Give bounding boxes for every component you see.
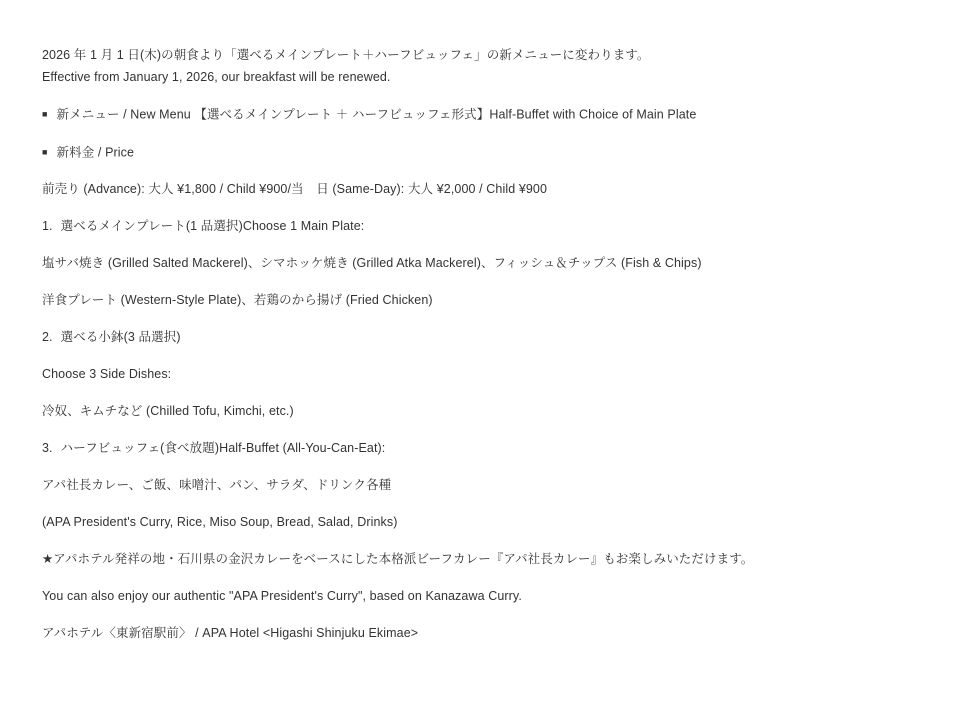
new-menu-heading-text: 新メニュー / New Menu 【選べるメインプレート ＋ ハーフビュッフェ形式】Half-Buffet with Choice of Main Plate [56, 107, 697, 122]
intro-paragraph [42, 44, 940, 88]
buffet-items-ja: アパ社長カレー、ご飯、味噌汁、パン、サラダ、ドリンク各種 [42, 478, 392, 492]
main-plate-heading [42, 215, 940, 237]
intro-text-en: Effective from January 1, 2026, our breakfast will be renewed. [42, 70, 391, 84]
list-number: 2. [42, 330, 53, 344]
main-plate-items-line2: 洋食プレート (Western-Style Plate)、若鶏のから揚げ (Fried Chicken) [42, 293, 433, 307]
new-menu-heading [42, 103, 940, 126]
hotel-name: アパホテル〈東新宿駅前〉 / APA Hotel <Higashi Shinjuku Ekimae> [42, 626, 419, 640]
side-dish-heading [42, 326, 940, 348]
curry-note-en: You can also enjoy our authentic "APA President's Curry", based on Kanazawa Curry. [42, 589, 522, 603]
list-number: 3. [42, 441, 53, 455]
price-detail: 前売り (Advance): 大人 ¥1,800 / Child ¥900/当 日 (Same-Day): 大人 ¥2,000 / Child ¥900 [42, 182, 548, 196]
price-heading-text: 新料金 / Price [56, 145, 135, 159]
buffet-heading-text: ハーフビュッフェ(食べ放題)Half-Buffet (All-You-Can-Eat): [60, 441, 386, 455]
square-bullet-icon: ■ [42, 109, 48, 119]
square-bullet-icon: ■ [42, 146, 48, 157]
main-plate-items-line1: 塩サバ焼き (Grilled Salted Mackerel)、シマホッケ焼き (Grilled Atka Mackerel)、フィッシュ＆チップス (Fish & Chips) [42, 256, 702, 270]
side-dish-heading-en: Choose 3 Side Dishes: [42, 367, 172, 381]
side-dish-items: 冷奴、キムチなど (Chilled Tofu, Kimchi, etc.) [42, 404, 294, 418]
buffet-heading [42, 437, 940, 459]
side-dish-heading-text: 選べる小鉢(3 品選択) [60, 330, 181, 344]
curry-note-ja: ★アパホテル発祥の地・石川県の金沢カレーをベースにした本格派ビーフカレー『アパ社長カレー』もお楽しみいただけます。 [42, 552, 754, 566]
price-heading [42, 141, 940, 164]
intro-text-ja: 2026 年 1 月 1 日(木)の朝食より「選べるメインプレート＋ハーフビュッフェ」の新メニューに変わります。 [42, 48, 650, 62]
buffet-items-en: (APA President's Curry, Rice, Miso Soup, Bread, Salad, Drinks) [42, 515, 398, 529]
list-number: 1. [42, 219, 53, 233]
main-plate-heading-text: 選べるメインプレート(1 品選択)Choose 1 Main Plate: [60, 219, 365, 233]
